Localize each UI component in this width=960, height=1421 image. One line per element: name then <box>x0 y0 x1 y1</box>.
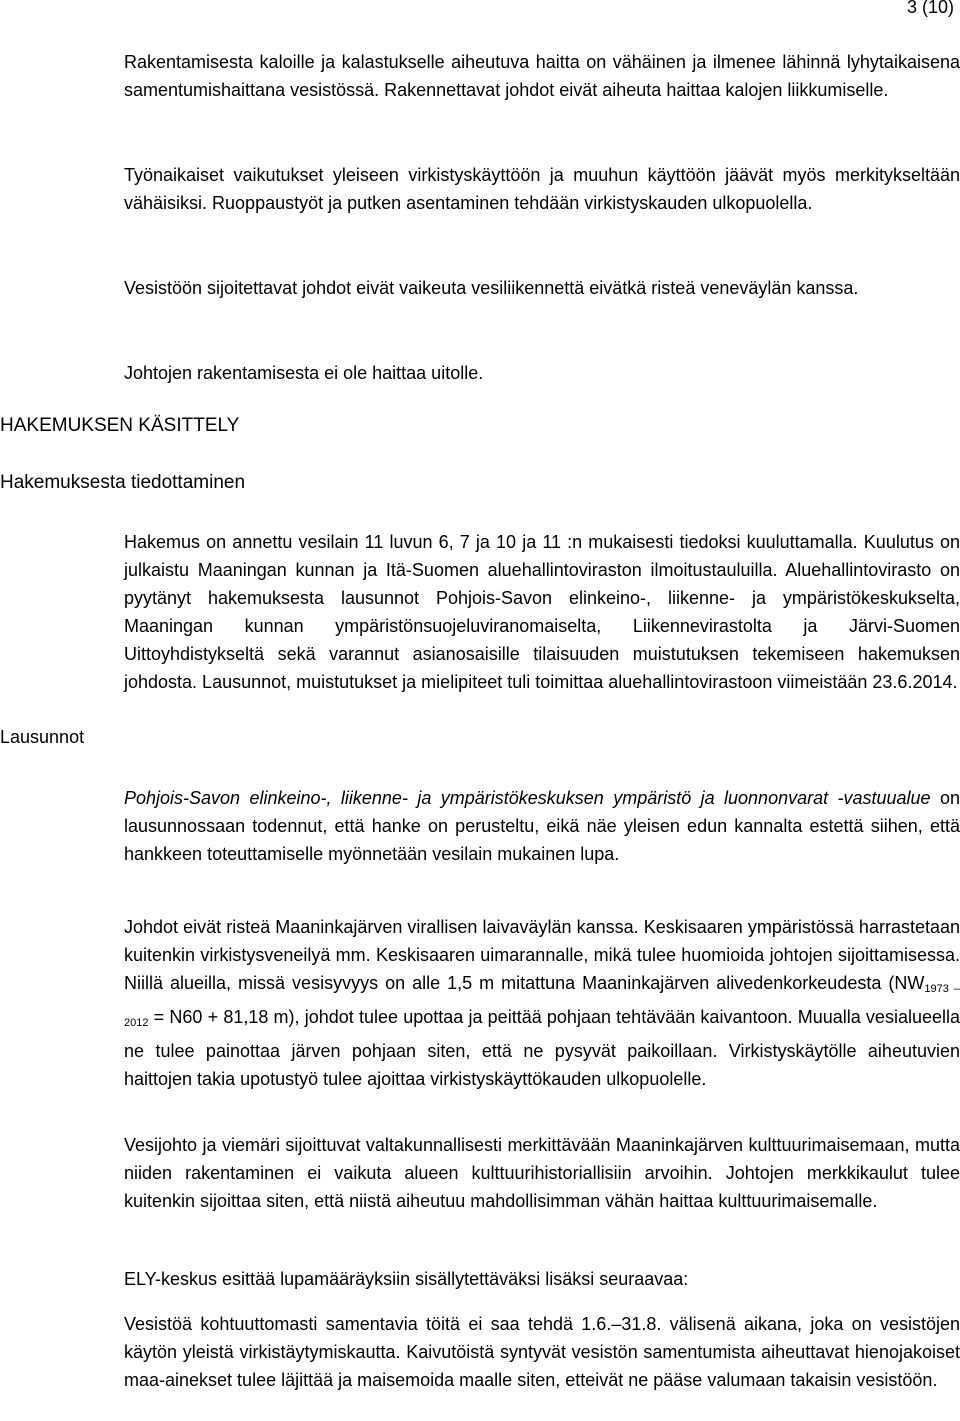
paragraph-fish-impact: Rakentamisesta kaloille ja kalastukselle aiheutuva haitta on vähäinen ja ilmenee lähinnä lyhytaikaisena samentumishaittana vesistössä. Rakennettavat johdot eivät aiheuta haittaa kalojen liikkumiselle. <box>124 52 960 100</box>
paragraph-log-floating: Johtojen rakentamisesta ei ole haittaa uitolle. <box>124 363 484 383</box>
nw-subscript: 1973 – 2012 <box>124 983 960 1029</box>
paragraph-landscape: Vesijohto ja viemäri sijoittuvat valtakunnallisesti merkittävään Maaninkajärven kulttuurimaisemaan, mutta niiden rakentaminen ei vaikuta alueen kulttuurihistoriallisiin arvoihin. Johtojen merkkikaulut tulee kuitenkin sijoittaa siten, että niistä aiheutuu mahdollisimman vähän haittaa kulttuurimaisemalle. <box>124 1135 960 1211</box>
paragraph-shipping-lane <box>124 913 960 1093</box>
shipping-text-a: Johdot eivät risteä Maaninkajärven virallisen laivaväylän kanssa. Keskisaaren ympäristössä harrastetaan kuitenkin virkistysveneilyä mm. Keskisaaren uimarannalle, mikä tulee huomioida johtojen sijoittamisessa. Niillä alueilla, missä vesisyvyys on alle 1,5 m mitattuna Maaninkajärven alivedenkorkeudesta (NW <box>124 917 960 993</box>
side-label-statements: Lausunnot <box>0 727 85 747</box>
ely-statement-text: on lausunnossaan todennut, että hanke on perusteltu, eikä näe yleisen edun kannalta estettä siihen, että hankkeen toteuttamiselle myönnetään vesilain mukainen lupa. <box>124 788 960 864</box>
subheading-notice: Hakemuksesta tiedottaminen <box>0 472 246 493</box>
ely-name-italic: Pohjois-Savon elinkeino-, liikenne- ja ympäristökeskuksen ympäristö ja luonnonvarat -vastuualue <box>124 788 931 808</box>
paragraph-ely-intro: ELY-keskus esittää lupamääräyksiin sisällytettäväksi lisäksi seuraavaa: <box>124 1269 689 1289</box>
page-number: 3 (10) <box>906 0 954 17</box>
paragraph-ely-statement <box>124 784 960 868</box>
paragraph-notice: Hakemus on annettu vesilain 11 luvun 6, 7 ja 10 ja 11 :n mukaisesti tiedoksi kuuluttamalla. Kuulutus on julkaistu Maaningan kunnan ja Itä-Suomen aluehallintoviraston ilmoitustauluilla. Aluehallintovirasto on pyytänyt hakemuksesta lausunnot Pohjois-Savon elinkeino-, liikenne- ja ympäristökeskukselta, Maaningan kunnan ympäristönsuojeluviranomaiselta, Liikennevirastolta ja Järvi-Suomen Uittoyhdistykseltä sekä varannut asianosaisille tilaisuuden muistutuksen tekemiseen hakemuksen johdosta. Lausunnot, muistutukset ja mielipiteet tuli toimittaa aluehallintovirastoon viimeistään 23.6.2014. <box>124 532 960 692</box>
section-heading: HAKEMUKSEN KÄSITTELY <box>0 415 240 436</box>
shipping-text-b: = N60 + 81,18 m), johdot tulee upottaa ja peittää pohjaan tehtävään kaivantoon. Muualla vesialueella ne tulee painottaa järven pohjaan siten, että ne pysyvät paikoillaan. Virkistyskäytölle aiheutuvien haittojen takia upotustyö tulee ajoittaa virkistyskäyttökauden ulkopuolelle. <box>124 1007 960 1089</box>
paragraph-waterway-traffic: Vesistöön sijoitettavat johdot eivät vaikeuta vesiliikennettä eivätkä risteä veneväylän kanssa. <box>124 278 859 298</box>
paragraph-ely-condition: Vesistöä kohtuuttomasti samentavia töitä ei saa tehdä 1.6.–31.8. välisenä aikana, joka on vesistöjen käytön yleistä virkistäytymiskautta. Kaivutöistä syntyvät vesistön samentumista aiheuttavat hienojakoiset maa-ainekset tulee läjittää ja maisemoida maalle siten, etteivät ne pääse valumaan takaisin vesistöön. <box>124 1314 960 1390</box>
paragraph-recreation-impact: Työnaikaiset vaikutukset yleiseen virkistyskäyttöön ja muuhun käyttöön jäävät myös merkitykseltään vähäisiksi. Ruoppaustyöt ja putken asentaminen tehdään virkistyskauden ulkopuolella. <box>124 165 960 213</box>
